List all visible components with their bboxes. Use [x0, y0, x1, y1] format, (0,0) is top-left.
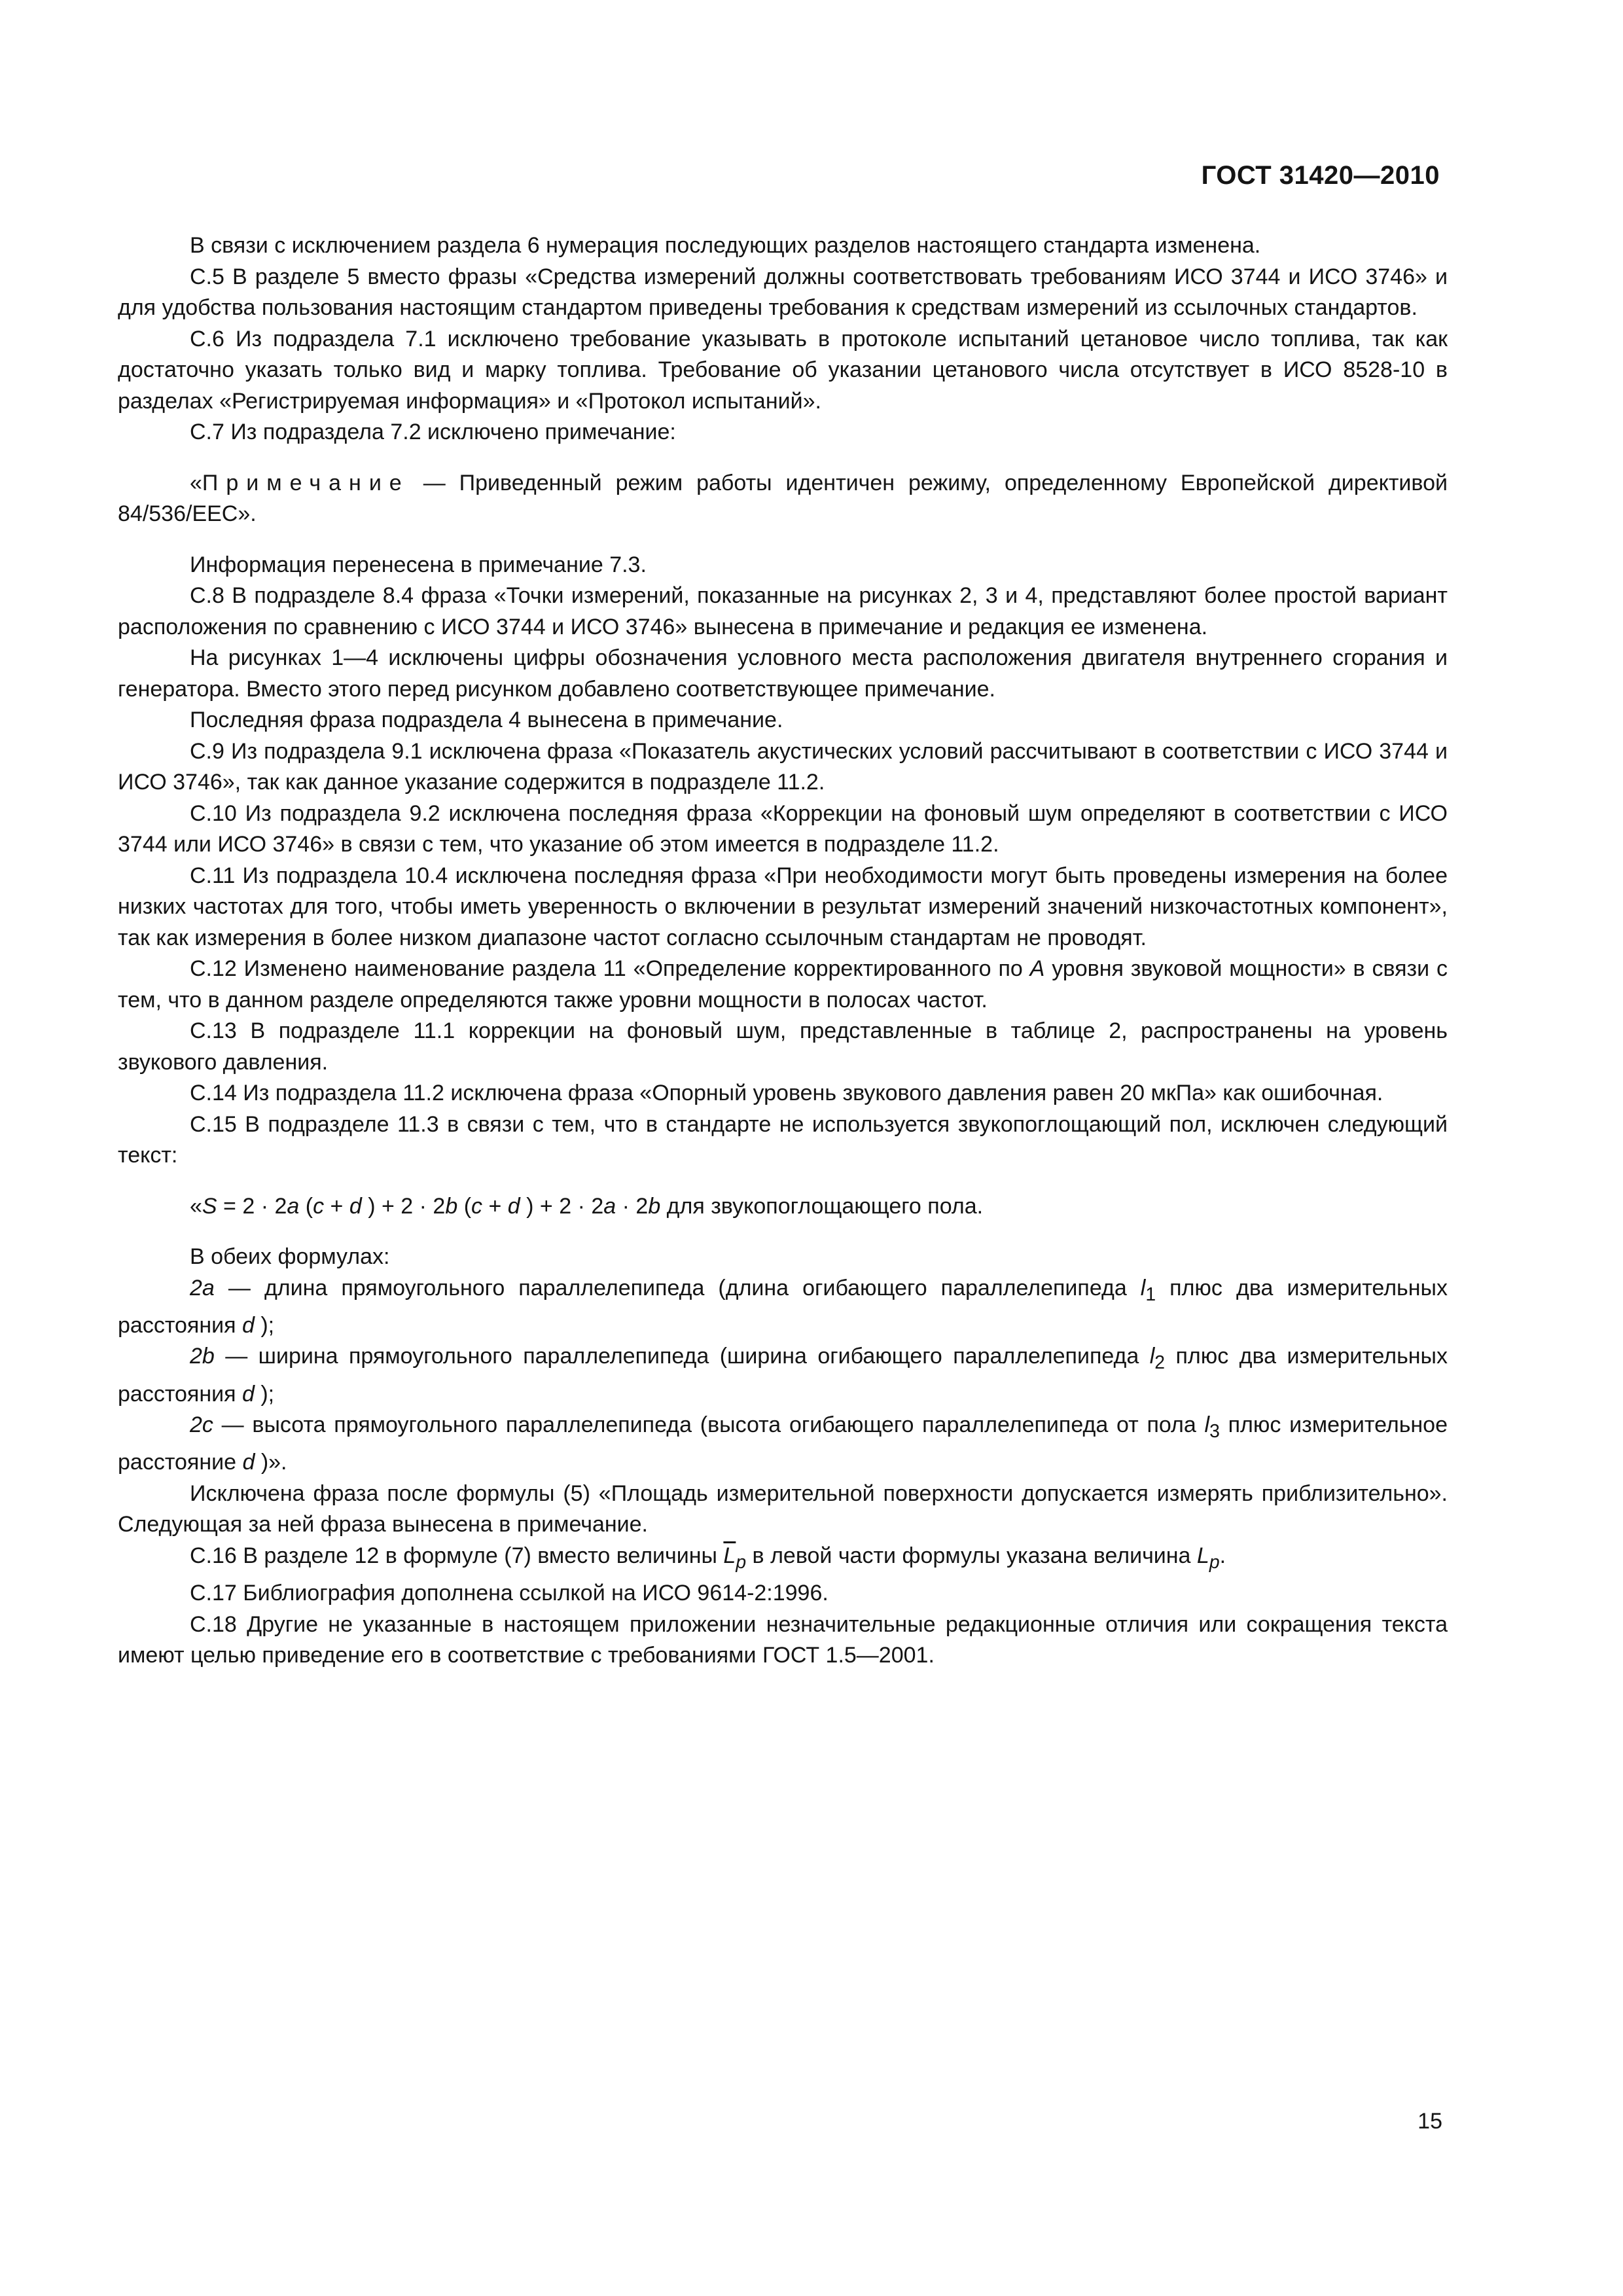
note-text: — Приведенный режим работы идентичен режиму, определенному Европейской директивой 84/536/ЕЕС». [118, 470, 1448, 526]
section4-paragraph: Последняя фраза подраздела 4 вынесена в примечание. [190, 708, 783, 732]
item-c9: С.9 Из подраздела 9.1 исключена фраза «Показатель акустических условий рассчитывают в соответствии с ИСО 3744 и ИСО 3746», так как данное указание содержится в подразделе 11.2. [118, 738, 1448, 795]
definition-2c: 2c — высота прямоугольного параллелепипеда (высота огибающего параллелепипеда от пола $l_3$ плюс измерительное расстояние d )». [118, 1412, 1448, 1475]
figures-paragraph: На рисунках 1—4 исключены цифры обозначения условного места расположения двигателя внутреннего сгорания и генератора. Вместо этого перед рисунком добавлено соответствующее примечание. [118, 645, 1448, 702]
formula-description: для звукопоглощающего пола. [660, 1193, 984, 1219]
item-c17: С.17 Библиография дополнена ссылкой на ИСО 9614-2:1996. [190, 1581, 829, 1606]
item-c18: С.18 Другие не указанные в настоящем приложении незначительные редакционные отличия или сокращения текста имеют целью приведение его в соответствие с требованиями ГОСТ 1.5—2001. [118, 1611, 1448, 1668]
item-c14: С.14 Из подраздела 11.2 исключена фраза «Опорный уровень звукового давления равен 20 мкПа» как ошибочная. [190, 1081, 1383, 1105]
level-symbol: L [1196, 1543, 1209, 1568]
item-c13: С.13 В подразделе 11.1 коррекции на фоновый шум, представленные в таблице 2, распространены на уровень звукового давления. [118, 1018, 1448, 1075]
mean-level-symbol: $\overline{L}$ [723, 1543, 736, 1568]
quoted-note [118, 468, 1448, 530]
item-c16: С.16 В разделе 12 в формуле (7) вместо величины $\overline{L}_p$ в левой части формулы указана величина $L_p$. [190, 1543, 1226, 1573]
item-c12: С.12 Изменено наименование раздела 11 «Определение корректированного по A уровня звуковой мощности» в связи с тем, что в данном разделе определяются также уровни мощности в полосах частот. [118, 956, 1448, 1013]
item-c10: С.10 Из подраздела 9.2 исключена последняя фраза «Коррекции на фоновый шум определяют в соответствии с ИСО 3744 или ИСО 3746» в связи с тем, что указание об этом имеется в подразделе 11.2. [118, 800, 1448, 857]
removed-formula: «S = 2 · 2a (c + d ) + 2 · 2b (c + d ) + 2 · 2a · 2b для звукопоглощающего пола. [190, 1193, 984, 1219]
note-open-quote: « [190, 470, 202, 495]
symbol-a: A [1029, 956, 1045, 981]
item-c11: С.11 Из подраздела 10.4 исключена последняя фраза «При необходимости могут быть проведены измерения на более низких частотах для того, чтобы иметь уверенность о включении в результат измерений значений низкочастотных компонент», так как измерения в более низком диапазоне частот согласно ссылочным стандартам не проводят. [118, 863, 1448, 950]
note-label: Примечание [202, 470, 410, 495]
item-c5: С.5 В разделе 5 вместо фразы «Средства измерений должны соответствовать требованиям ИСО 3744 и ИСО 3746» и для удобства пользования настоящим стандартом приведены требования к средствам измерений из ссылочных стандартов. [118, 264, 1448, 320]
intro-paragraph: В связи с исключением раздела 6 нумерация последующих разделов настоящего стандарта изменена. [190, 233, 1261, 258]
item-c15: С.15 В подразделе 11.3 в связи с тем, что в стандарте не используется звукопоглощающий пол, исключен следующий текст: [118, 1111, 1448, 1168]
page-number: 15 [1418, 2109, 1442, 2134]
info-moved-paragraph: Информация перенесена в примечание 7.3. [190, 552, 647, 577]
item-c6: С.6 Из подраздела 7.1 исключено требование указывать в протоколе испытаний цетановое число топлива, так как достаточно указать только вид и марку топлива. Требование об указании цетанового числа отсутствует в ИСО 8528-10 в разделах «Регистрируемая информация» и «Протокол испытаний». [118, 326, 1448, 414]
both-formulas-paragraph: В обеих формулах: [190, 1244, 390, 1269]
item-c7: С.7 Из подраздела 7.2 исключено примечание: [190, 420, 676, 444]
document-body [118, 230, 1448, 1672]
definition-2a: 2a — длина прямоугольного параллелепипеда (длина огибающего параллелепипеда $l_1$ плюс два измерительных расстояния d ); [118, 1275, 1448, 1338]
excluded-phrase-paragraph: Исключена фраза после формулы (5) «Площадь измерительной поверхности допускается измерять приблизительно». Следующая за ней фраза вынесена в примечание. [118, 1480, 1448, 1537]
item-c8: С.8 В подразделе 8.4 фраза «Точки измерений, показанные на рисунках 2, 3 и 4, представляют более простой вариант расположения по сравнению с ИСО 3744 и ИСО 3746» вынесена в примечание и редакция ее изменена. [118, 583, 1448, 639]
definition-2b: 2b — ширина прямоугольного параллелепипеда (ширина огибающего параллелепипеда $l_2$ плюс два измерительных расстояния d ); [118, 1344, 1448, 1407]
document-header: ГОСТ 31420—2010 [1201, 161, 1440, 190]
